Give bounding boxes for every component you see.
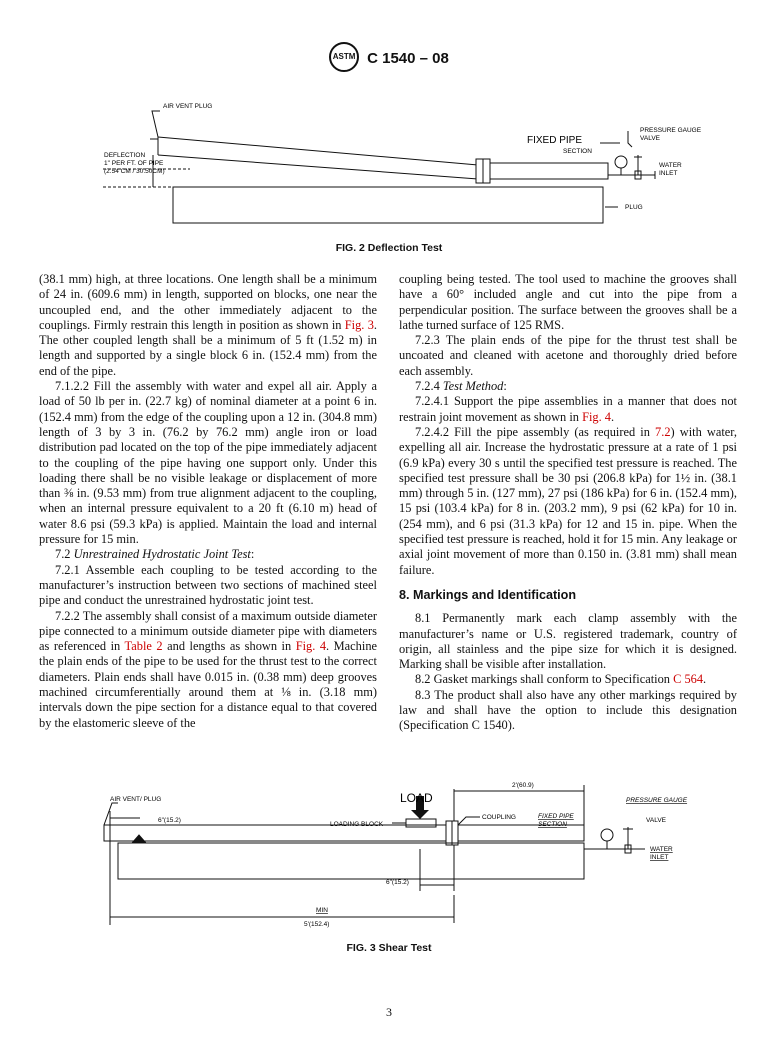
fig-3-link[interactable]: Fig. 3 (344, 317, 374, 332)
six-inch-top-label: 6"(15.2) (158, 817, 181, 824)
fixed-pipe-label: FIXED PIPE (527, 135, 583, 146)
water-label: WATER (659, 162, 682, 169)
load-arrow-head (411, 810, 429, 819)
pressure-gauge-label: PRESSURE GAUGE (640, 127, 702, 134)
heading-7-2-4: 7.2.4 Test Method: (415, 379, 507, 394)
right-column (399, 272, 737, 734)
paragraph-8-1: 8.1 Permanently mark each clamp assembly with the manufacturer’s name or U.S. registered trademark, country of origin, all stainless and the pipe size for which it is designed. Marking shall be visible after installation. (399, 611, 737, 672)
paragraph-8-2: 8.2 Gasket markings shall conform to Specification C 564. (415, 672, 707, 687)
figure-3-caption: FIG. 3 Shear Test (346, 942, 432, 954)
valve-label: VALVE (640, 135, 660, 142)
inlet-label: INLET (650, 854, 669, 861)
figure-2-deflection-test (0, 95, 778, 245)
load-label: LOAD (400, 791, 433, 805)
deflected-pipe-top (158, 137, 478, 165)
figure-3-shear-test (0, 775, 778, 940)
pressure-gauge (615, 156, 627, 168)
support-base (173, 187, 603, 223)
section-label: SECTION (563, 148, 592, 155)
section-label: SECTION (538, 821, 567, 828)
two-foot-label: 2'(60.9) (512, 782, 534, 789)
astm-logo: ASTM (329, 42, 359, 72)
page-number: 3 (386, 1005, 392, 1019)
five-foot-label: 5'(152.4) (304, 921, 330, 928)
valve-label: VALVE (646, 817, 666, 824)
deflection-rate-label: 1" PER FT. OF PIPE (104, 160, 164, 167)
min-label: MIN (316, 907, 328, 914)
paragraph-7-2-1: 7.2.1 Assemble each coupling to be tested according to the manufacturer’s instruction between two sections of machined steel pipe and conduct the unrestrained hydrostatic joint test. (39, 562, 377, 608)
paragraph-7-2-4-1: 7.2.4.1 Support the pipe assemblies in a manner that does not restrain joint movement as shown in Fig. 4. (399, 394, 737, 424)
paragraph: (38.1 mm) high, at three locations. One length shall be a minimum of 24 in. (609.6 mm) in length, supported on blocks, one near the uncoupled end, and the other immediately adjacent to the couplings. Firmly restrain this length in position as shown in Fig. 3. The other coupled length shall be a minimum of 5 ft (1.52 m) in length and supported by a single block 6 in. (152.4 mm) from the end of the pipe. (39, 272, 377, 378)
deflection-metric-label: (2.54 CM / 30.50CM) (104, 168, 165, 175)
paragraph-8-3: 8.3 The product shall also have any other markings required by law and shall have the option to include this designation (Specification C 1540). (399, 687, 737, 733)
air-vent-plug-label: AIR VENT/ PLUG (110, 796, 162, 803)
page-header (0, 44, 778, 74)
section-7-2-link[interactable]: 7.2 (655, 424, 671, 439)
heading-7-2: 7.2 Unrestrained Hydrostatic Joint Test: (55, 547, 255, 562)
loading-block (406, 819, 436, 827)
support-base (118, 843, 584, 879)
paragraph-7-1-2-2: 7.1.2.2 Fill the assembly with water and expel all air. Apply a load of 50 lb per in. (22.7 kg) of nominal diameter at a point 6 in. (152.4 mm) from the edge of the coupling upon a 12 in. (304.8 mm) length of 3 by 3 in. (76.2 by 76.2 mm) angle iron or load distribution pad located on the top of the pipe immediately adjacent to the coupling of the pipe having one support only. Under this loading there shall be no visible leakage or displacement of more than ⅜ in. (9.53 mm) from true alignment adjacent to the coupling, when an internal pressure equivalent to a 20 ft (6.10 m) head of water 8.6 psi (59.3 kPa) is applied. Maintain the load and internal pressure for 15 min. (39, 379, 377, 547)
fixed-pipe (478, 163, 608, 179)
pressure-gauge (601, 829, 613, 841)
deflection-label: DEFLECTION (104, 152, 146, 159)
plug-label: PLUG (625, 204, 643, 211)
fig-4-link[interactable]: Fig. 4 (295, 639, 327, 654)
c-564-link[interactable]: C 564 (673, 672, 704, 687)
document-designation: C 1540 – 08 (367, 49, 449, 67)
coupling-label: COUPLING (482, 814, 516, 821)
fig-4-link[interactable]: Fig. 4 (582, 409, 611, 424)
deflection-test-drawing (0, 95, 778, 245)
table-2-link[interactable]: Table 2 (124, 639, 163, 654)
air-vent-plug-label: AIR VENT PLUG (163, 103, 213, 110)
shear-test-drawing (0, 775, 778, 940)
fixed-pipe-label: FIXED PIPE (538, 813, 574, 820)
loading-block-label: LOADING BLOCK (330, 821, 384, 828)
support-block (132, 835, 146, 843)
six-inch-bottom-label: 6"(15.2) (386, 879, 409, 886)
water-label: WATER (650, 846, 673, 853)
paragraph-7-2-3: 7.2.3 The plain ends of the pipe for the thrust test shall be uncoated and cleaned with acetone and thoroughly dried before each assembly. (399, 333, 737, 378)
pressure-gauge-label: PRESSURE GAUGE (626, 797, 688, 804)
paragraph-7-2-4-2: 7.2.4.2 Fill the pipe assembly (as required in 7.2) with water, expelling all air. Increase the hydrostatic pressure at a rate of 1 psi (6.9 kPa) every 30 s until the specified test pressure is reached. The specified test pressure shall be 30 psi (206.8 kPa) for 1½ in. (38.1 mm) through 5 in. (127 mm), 27 psi (186 kPa) for 6 in. (152.4 mm), 15 psi (103.4 kPa) for 8 in. (203.2 mm), 9 psi (62 kPa) for 10 in. (254 mm), and 6 psi (31.3 kPa) for 12 and 15 in. pipe. When the specified test pressure is reached, hold it for 15 min. Any leakage or axial joint movement of more than 0.150 in. (3.81 mm) shall mean failure. (399, 424, 737, 577)
deflected-pipe-bottom (158, 155, 478, 179)
section-8-heading: 8. Markings and Identification (399, 587, 577, 602)
paragraph: coupling being tested. The tool used to machine the grooves shall have a 60° included angle and cut into the pipe from a perpendicular position. The surface between the grooves shall be a lathe turned surface of 125 RMS. (399, 272, 737, 332)
left-column (39, 272, 377, 731)
inlet-label: INLET (659, 170, 678, 177)
paragraph-7-2-2: 7.2.2 The assembly shall consist of a maximum outside diameter pipe connected to a minimum outside diameter pipe with diameters as referenced in Table 2 and lengths as shown in Fig. 4. Machine the plain ends of the pipe to be used for the thrust test to the correct diameters. Plain ends shall have 0.015 in. (0.38 mm) deep grooves machined circumferentially around them at ⅛ in. (3.18 mm) intervals down the pipe section for a distance equal to that covered by the elastomeric sleeve of the (39, 608, 378, 730)
figure-2-caption: FIG. 2 Deflection Test (335, 242, 443, 254)
